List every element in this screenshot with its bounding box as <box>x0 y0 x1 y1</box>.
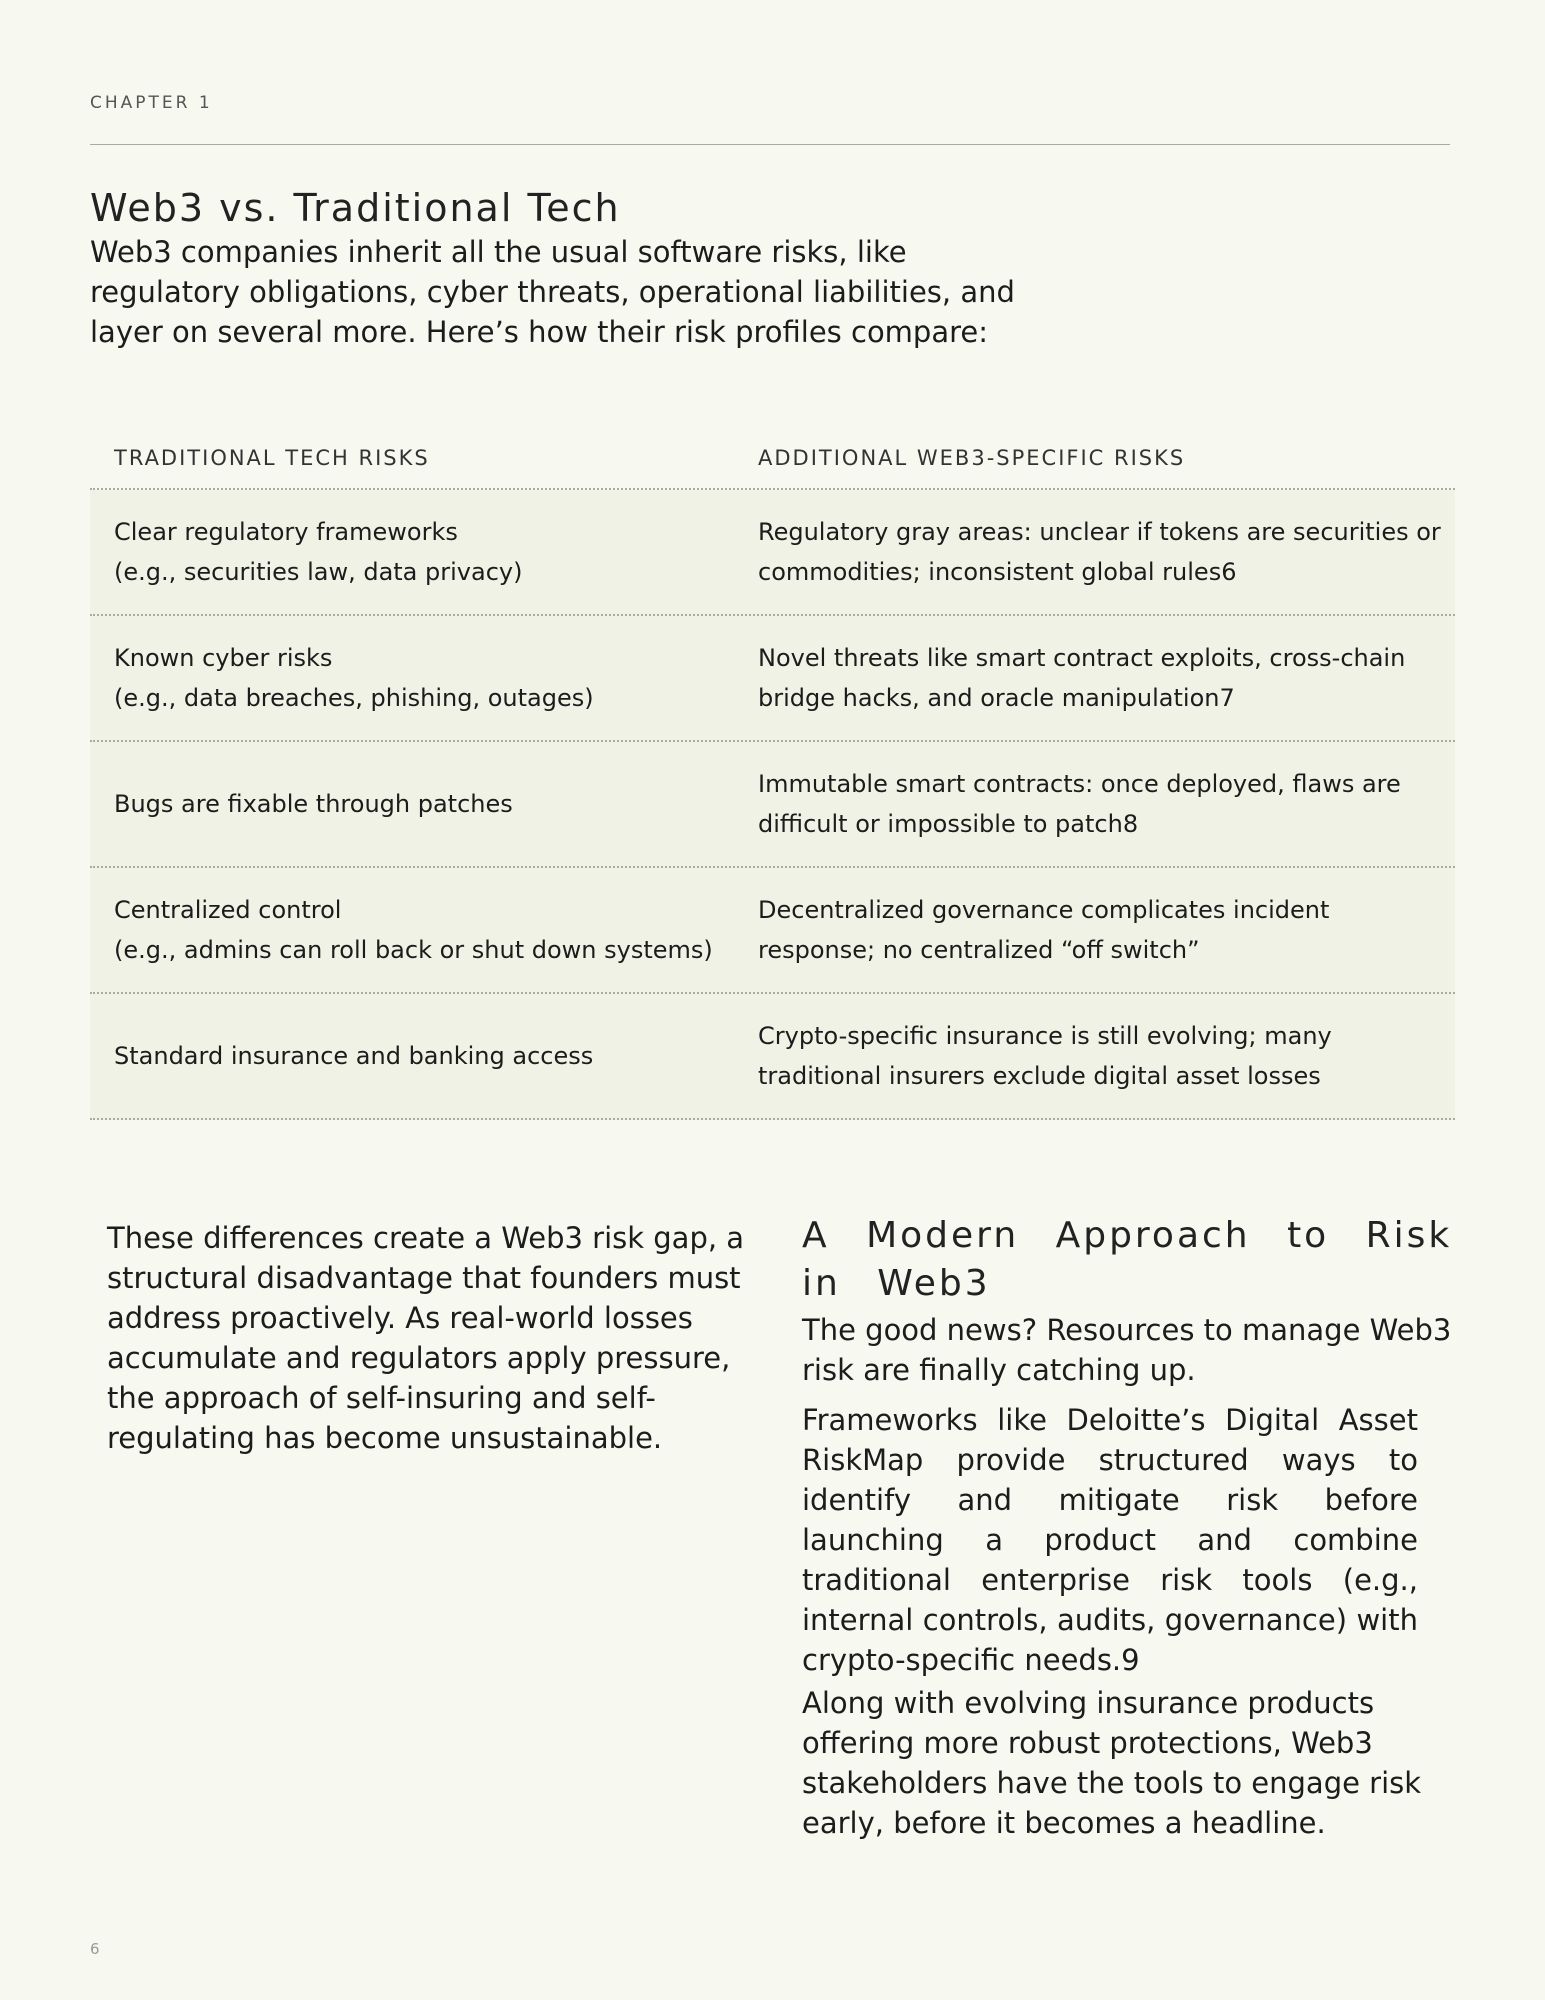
table-row <box>90 868 1455 994</box>
cell-line: response; no centralized “off switch” <box>758 936 1200 964</box>
web3-risk-cell <box>758 638 1455 718</box>
traditional-risk-cell <box>90 638 758 718</box>
cell-line: Bugs are fixable through patches <box>114 790 513 818</box>
web3-risk-cell <box>758 1016 1455 1096</box>
cell-line: Known cyber risks <box>114 644 333 672</box>
cell-line: (e.g., admins can roll back or shut down systems) <box>114 936 713 964</box>
cell-line: difficult or impossible to patch8 <box>758 810 1139 838</box>
chapter-label: CHAPTER 1 <box>90 93 213 113</box>
cell-line: commodities; inconsistent global rules6 <box>758 558 1237 586</box>
cell-line: Crypto-specific insurance is still evolving; many <box>758 1022 1332 1050</box>
table-header-row <box>90 420 1455 490</box>
traditional-risk-cell <box>90 784 758 824</box>
table-row <box>90 490 1455 616</box>
section-title: Web3 vs. Traditional Tech <box>90 186 621 230</box>
risk-gap-paragraph: These differences create a Web3 risk gap, a structural disadvantage that founders must address proactively. As real-world losses accumulate and regulators apply pressure, the approach of self-insuring and self-regulating has become unsustainable. <box>107 1221 745 1455</box>
traditional-risk-cell <box>90 512 758 592</box>
cell-line: Centralized control <box>114 896 342 924</box>
good-news-paragraph: The good news? Resources to manage Web3 risk are finally catching up. <box>802 1313 1452 1387</box>
cell-line: Immutable smart contracts: once deployed, flaws are <box>758 770 1401 798</box>
cell-line: Decentralized governance complicates incident <box>758 896 1330 924</box>
cell-line: traditional insurers exclude digital asset losses <box>758 1062 1321 1090</box>
cell-line: bridge hacks, and oracle manipulation7 <box>758 684 1235 712</box>
web3-risk-cell <box>758 512 1455 592</box>
header-traditional-risks: TRADITIONAL TECH RISKS <box>114 446 430 470</box>
table-row <box>90 994 1455 1120</box>
header-divider <box>90 144 1450 145</box>
header-web3-risks: ADDITIONAL WEB3-SPECIFIC RISKS <box>758 446 1186 470</box>
cell-line: Clear regulatory frameworks <box>114 518 458 546</box>
web3-risk-cell <box>758 764 1455 844</box>
table-row <box>90 742 1455 868</box>
cell-line: Novel threats like smart contract exploits, cross-chain <box>758 644 1406 672</box>
insurance-paragraph: Along with evolving insurance products offering more robust protections, Web3 stakeholders have the tools to engage risk early, before it becomes a headline. <box>802 1686 1422 1840</box>
cell-line: (e.g., data breaches, phishing, outages) <box>114 684 594 712</box>
risk-comparison-table <box>90 420 1455 1120</box>
cell-line: Regulatory gray areas: unclear if tokens are securities or <box>758 518 1441 546</box>
intro-paragraph: Web3 companies inherit all the usual software risks, like regulatory obligations, cyber threats, operational liabilities, and layer on several more. Here’s how their risk profiles compare: <box>90 235 1015 349</box>
page-number: 6 <box>90 1940 100 1958</box>
cell-line: (e.g., securities law, data privacy) <box>114 558 523 586</box>
table-row <box>90 616 1455 742</box>
traditional-risk-cell <box>90 1036 758 1076</box>
traditional-risk-cell <box>90 890 758 970</box>
web3-risk-cell <box>758 890 1455 970</box>
frameworks-paragraph: Frameworks like Deloitte’s Digital Asset RiskMap provide structured ways to identify and mitigate risk before launching a product and combine traditional enterprise risk tools (e.g., internal controls, audits, governance) with crypto-specific needs.9 <box>802 1403 1418 1677</box>
cell-line: Standard insurance and banking access <box>114 1042 594 1070</box>
modern-approach-heading: A Modern Approach to Risk in Web3 <box>802 1215 1453 1304</box>
